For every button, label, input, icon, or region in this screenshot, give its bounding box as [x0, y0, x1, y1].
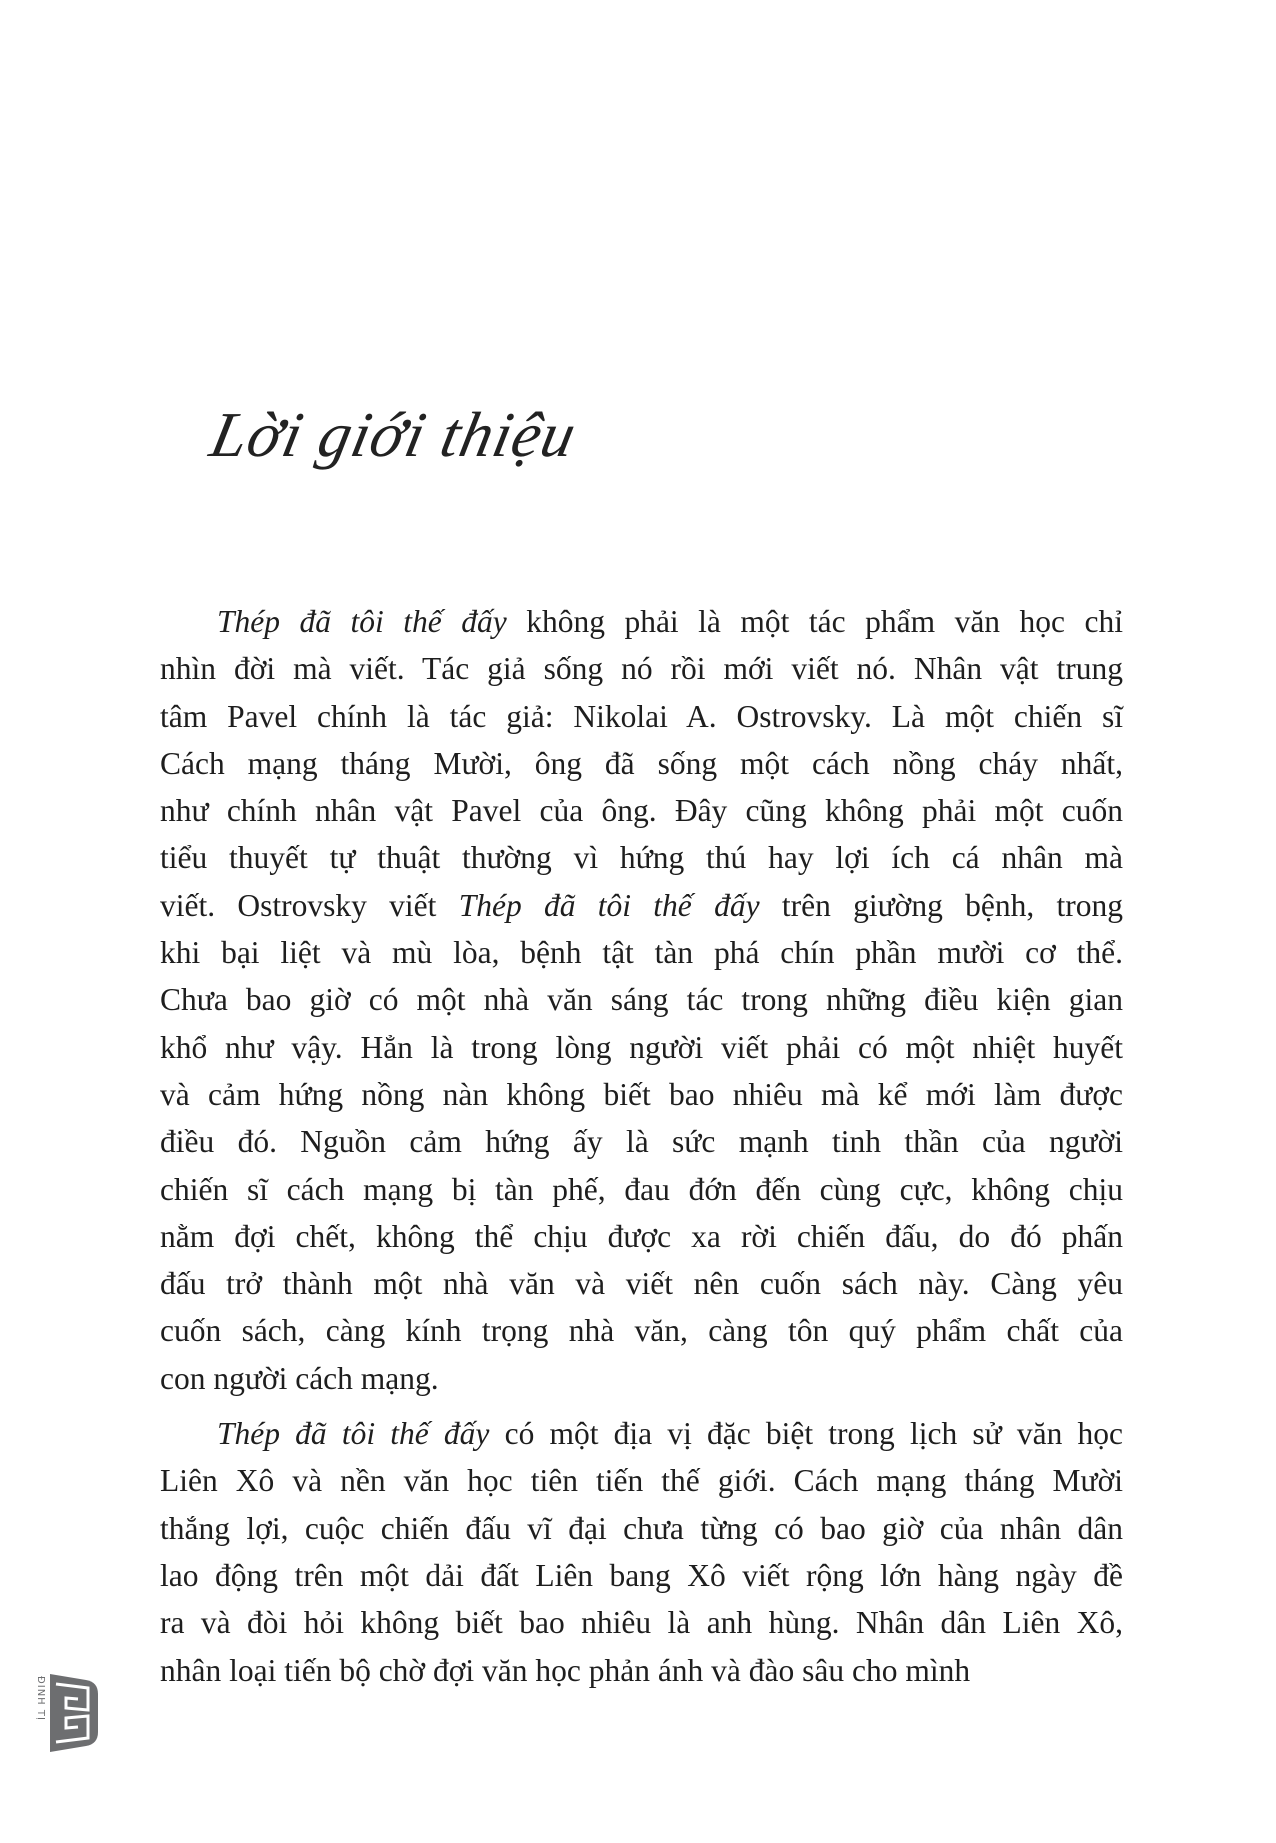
text-line — [160, 1024, 1123, 1071]
text-line — [160, 882, 1123, 929]
text-run: tâm Pavel chính là tác giả: Nikolai A. Ostrovsky. Là một chiến sĩ — [160, 698, 1123, 734]
text-run: ra và đòi hỏi không biết bao nhiêu là anh hùng. Nhân dân Liên Xô, — [160, 1605, 1123, 1641]
text-run: cuốn sách, càng kính trọng nhà văn, càng tôn quý phẩm chất của — [160, 1313, 1123, 1349]
dinh-ti-logo-icon — [24, 1672, 104, 1754]
text-run: con người cách mạng. — [160, 1360, 439, 1396]
text-line — [160, 976, 1123, 1023]
text-run: Cách mạng tháng Mười, ông đã sống một cách nồng cháy nhất, — [160, 745, 1123, 781]
text-line — [160, 787, 1123, 834]
text-run: khi bại liệt và mù lòa, bệnh tật tàn phá chín phần mười cơ thể. — [160, 935, 1123, 971]
paragraph — [160, 598, 1123, 1402]
text-line — [160, 1118, 1123, 1165]
text-line — [160, 929, 1123, 976]
text-line — [160, 1599, 1123, 1646]
text-run: như chính nhân vật Pavel của ông. Đây cũng không phải một cuốn — [160, 793, 1123, 829]
text-line — [160, 1213, 1123, 1260]
text-run: điều đó. Nguồn cảm hứng ấy là sức mạnh tinh thần của người — [160, 1124, 1123, 1160]
text-run: lao động trên một dải đất Liên bang Xô viết rộng lớn hàng ngày đề — [160, 1557, 1123, 1593]
text-line — [160, 693, 1123, 740]
text-run: thắng lợi, cuộc chiến đấu vĩ đại chưa từng có bao giờ của nhân dân — [160, 1510, 1123, 1546]
logo-text: ĐINH TỊ — [35, 1676, 46, 1721]
text-line — [160, 598, 1123, 645]
text-line — [160, 1552, 1123, 1599]
book-title-italic: Thép đã tôi thế đấy — [458, 887, 760, 923]
body-text — [160, 598, 1123, 1694]
text-run: không phải là một tác phẩm văn học chỉ — [506, 604, 1123, 639]
text-line — [160, 1505, 1123, 1552]
text-run: nằm đợi chết, không thể chịu được xa rời chiến đấu, do đó phấn — [160, 1218, 1123, 1254]
book-title-italic: Thép đã tôi thế đấy — [217, 604, 507, 639]
publisher-logo — [24, 1672, 104, 1754]
text-line — [160, 834, 1123, 881]
text-line — [160, 645, 1123, 692]
text-run: đấu trở thành một nhà văn và viết nên cuốn sách này. Càng yêu — [160, 1266, 1123, 1302]
text-line — [160, 1166, 1123, 1213]
text-run: có một địa vị đặc biệt trong lịch sử văn học — [489, 1416, 1124, 1452]
text-line — [160, 1071, 1123, 1118]
text-run: chiến sĩ cách mạng bị tàn phế, đau đớn đến cùng cực, không chịu — [160, 1171, 1123, 1207]
text-line — [160, 1647, 1123, 1694]
text-line — [160, 740, 1123, 787]
text-line — [160, 1355, 1123, 1402]
text-line — [160, 1410, 1123, 1457]
text-run: tiểu thuyết tự thuật thường vì hứng thú hay lợi ích cá nhân mà — [160, 840, 1123, 876]
text-run: Liên Xô và nền văn học tiên tiến thế giới. Cách mạng tháng Mười — [160, 1463, 1123, 1499]
text-run: và cảm hứng nồng nàn không biết bao nhiêu mà kể mới làm được — [160, 1076, 1123, 1112]
book-title-italic: Thép đã tôi thế đấy — [217, 1416, 490, 1452]
text-run: viết. Ostrovsky viết — [160, 887, 459, 923]
text-run: trên giường bệnh, trong — [759, 887, 1123, 923]
text-run: nhìn đời mà viết. Tác giả sống nó rồi mới viết nó. Nhân vật trung — [160, 651, 1123, 687]
text-line — [160, 1457, 1123, 1504]
text-run: nhân loại tiến bộ chờ đợi văn học phản ánh và đào sâu cho mình — [160, 1652, 971, 1688]
text-run: Chưa bao giờ có một nhà văn sáng tác trong những điều kiện gian — [160, 982, 1123, 1018]
paragraph — [160, 1410, 1123, 1694]
text-line — [160, 1260, 1123, 1307]
page-title: Lời giới thiệu — [204, 399, 583, 470]
text-line — [160, 1307, 1123, 1354]
text-run: khổ như vậy. Hẳn là trong lòng người viết phải có một nhiệt huyết — [160, 1029, 1123, 1065]
